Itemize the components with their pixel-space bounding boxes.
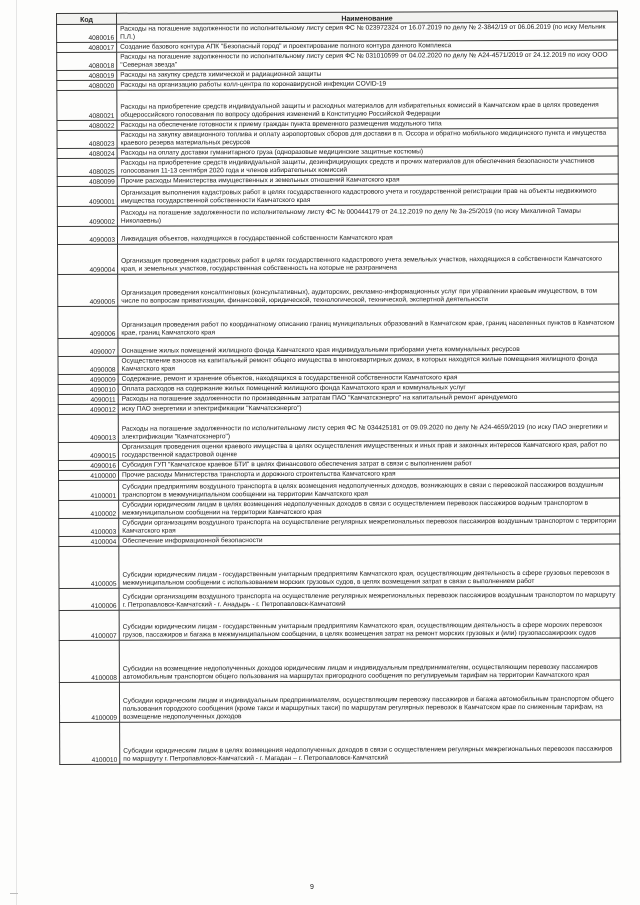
header-code: Код (57, 13, 117, 24)
row-code: 4100008 (59, 640, 119, 682)
row-code: 4090005 (58, 274, 118, 306)
row-name: Субсидии организациям воздушного транспорта на осуществление регулярных межрегиональных перевозок пассажиров воздушным транспортом по маршруту г. Петропавловск-Камчатский - г. Анадырь - г. Петропавловск-Камчатский (119, 586, 620, 610)
row-code: 4100004 (59, 536, 119, 546)
row-name: Расходы на закупку средств химической и радиационной защиты (117, 68, 618, 80)
table-row (59, 680, 620, 722)
table-row (58, 304, 619, 338)
row-name: Создание базового контура АПК "Безопасный город" и проектирование полного контура данного Комплекса (117, 40, 618, 52)
row-name: Расходы на оплату доставки гуманитарного груза (одноразовые медицинские защитные костюмы) (117, 146, 618, 158)
row-name: Содержание, ремонт и хранение объектов, находящихся в государственной собственности Камчатского края (118, 372, 619, 384)
table-row (59, 586, 620, 610)
row-code: 4090015 (58, 442, 118, 460)
row-code: 4100009 (59, 682, 119, 722)
table-row (57, 204, 618, 226)
row-code: 4080021 (57, 90, 117, 120)
row-name: Субсидии на возмещение недополученных доходов юридическим лицам и индивидуальным предпринимателям, осуществляющим перевозку пассажиров автомобильным транспортом общего пользования на маршрутах пригородного сообщения по регулируемым тарифам на территории Камчатского края (119, 638, 620, 682)
table-row (59, 478, 620, 500)
row-name: Расходы на погашение задолженности по произведенным затратам ПАО "Камчатскэнерго" на капитальный ремонт арендуемого (118, 392, 619, 404)
row-name: Обеспечение информационной безопасности (119, 534, 620, 546)
table-row (60, 720, 621, 764)
table-row (57, 88, 618, 120)
row-code: 4090013 (58, 414, 118, 442)
row-name: Субсидии юридическим лицам и индивидуальным предпринимателям, осуществляющим перевозку пассажиров и багажа автомобильным транспортом общего пользования городского сообщения (кроме такси и маршрутных такси) по маршрутам регулярных перевозок в Камчатском крае по сниженным тарифам, на возмещение недополученных доходов (119, 680, 620, 722)
row-name: Субсидии юридическим лицам в целях возмещения недополученных доходов в связи с осуществлением регулярных межрегиональных перевозок пассажиров по маршруту г. Петропавловск-Камчатский - г. Магадан – г. Петропавловск-Камчатский (120, 720, 621, 764)
row-code: 4090010 (58, 384, 118, 394)
row-name: Субсидии юридическим лицам - государственным унитарным предприятиям Камчатского края, осуществляющим деятельность в сфере грузовых перевозок в межмуниципальном сообщении с использованием морских грузовых судов, в целях возмещения затрат в связи с выполнением работ (119, 544, 620, 588)
row-name: Субсидии предприятиям воздушного транспорта в целях возмещения недополученных доходов, возникающих в связи с перевозкой пассажиров воздушным транспортом в межмуниципальном сообщении на территории Камчатского края (119, 478, 620, 500)
row-name: Организация проведения работ по координатному описанию границ муниципальных образований в Камчатском крае, границ населенных пунктов в Камчатском крае, границ Камчатского края (118, 304, 619, 338)
row-name: Расходы на приобретение средств индивидуальной защиты и расходных материалов для избирательных комиссий в Камчатском крае в целях проведения общероссийского голосования по вопросу одобрения изменений в Конституцию Российской Федерации (117, 88, 618, 120)
row-code: 4090001 (57, 186, 117, 206)
row-name: Организация проведения оценки краевого имущества в целях осуществления имущественных и иных прав и законных интересов Камчатского края, работ по государственной кадастровой оценке (118, 440, 619, 460)
row-code: 4100007 (59, 610, 119, 640)
scan-mark (10, 893, 18, 894)
table-row (59, 638, 620, 682)
row-name: Расходы на закупку авиационного топлива и оплату аэропортовых сборов для доставки в п. Оссора и обратно мобильного медицинского пункта и имущества краевого резерва материальных ресурсов (117, 128, 618, 148)
row-name: Прочие расходы Министерства транспорта и дорожного строительства Камчатского края (118, 468, 619, 480)
row-name: Субсидии организациям воздушного транспорта на осуществление регулярных межрегиональных перевозок пассажиров воздушным транспортом с территории Камчатского края (119, 516, 620, 536)
row-code: 4090016 (58, 460, 118, 470)
row-name: Расходы на погашение задолженности по исполнительному листу серия ФС № 031010599 от 04.02.2020 по делу № А24-4571/2019 от 24.12.2019 по иску ООО "Северная звезда" (117, 50, 618, 70)
row-name: иску ПАО энергетики и электрификации "Камчатскэнерго") (118, 402, 619, 414)
row-name: Осуществление взносов на капитальный ремонт общего имущества в многоквартирных домах, в которых находятся жилые помещения жилищного фонда Камчатского края (118, 354, 619, 374)
row-name: Расходы на обеспечение готовности к приему граждан пункта временного размещения модульного типа (117, 118, 618, 130)
table-row (58, 272, 619, 306)
row-code: 4080020 (57, 80, 117, 90)
page-number: 9 (310, 884, 314, 891)
table-row (59, 608, 620, 640)
row-code: 4080016 (57, 24, 117, 42)
row-name: Прочие расходы Министерства имущественных и земельных отношений Камчатского края (117, 174, 618, 186)
table-row (59, 544, 620, 588)
row-code: 4090012 (58, 404, 118, 414)
row-code: 4090003 (57, 226, 117, 244)
row-name: Оснащение жилых помещений жилищного фонда Камчатского края индивидуальными приборами учета коммунальных ресурсов (118, 336, 619, 356)
row-name: Расходы на погашение задолженности по исполнительному листу ФС № 000444179 от 24.12.2019 по делу № 3а-25/2019 (по иску Михалиной Тамары Николаевны) (117, 204, 618, 226)
row-name: Оплата расходов на содержание жилых помещений жилищного фонда Камчатского края и коммунальных услуг (118, 382, 619, 394)
row-name: Расходы на погашение задолженности по исполнительному листу серия ФС № 034425181 от 09.09.2020 по делу № А24-4659/2019 (по иску ПАО энергетики и электрификации "Камчатскэнерго") (118, 412, 619, 442)
row-name: Организация проведения консалтинговых (консультативных), аудиторских, рекламно-информационных услуг при управлении краевым имуществом, в том числе по вопросам приватизации, финансовой, юридической, технологической, технической, экспертной деятельности (118, 272, 619, 306)
row-code: 4080099 (57, 176, 117, 186)
row-code: 4090008 (58, 356, 118, 374)
budget-codes-table (56, 11, 621, 765)
row-name: Расходы на погашение задолженности по исполнительному листу серия ФС № 023972324 от 16.07.2019 по делу № 2-3842/19 от 06.06.2019 (по иску Мельник П.Л.) (117, 22, 618, 42)
row-code: 4090002 (57, 206, 117, 226)
table-row (58, 242, 619, 274)
table-row (58, 412, 619, 442)
row-name: Организация выполнения кадастровых работ в целях государственного кадастрового учета и государственной регистрации прав на объекты недвижимого имущества государственной собственности Камчатского края (117, 184, 618, 206)
row-code: 4100006 (59, 588, 119, 610)
row-name: Расходы на организацию работы колл-центра по коронавирусной инфекции COVID-19 (117, 78, 618, 90)
row-code: 4100000 (58, 470, 118, 480)
scan-edge-line (16, 0, 17, 905)
row-code: 4080022 (57, 120, 117, 130)
row-code: 4100003 (59, 518, 119, 536)
table-row (57, 184, 618, 206)
row-code: 4100005 (59, 546, 119, 588)
table-body (57, 22, 621, 764)
row-name: Организация проведения кадастровых работ в целях государственного кадастрового учета земельных участков, находящихся в собственности Камчатского края, и земельных участков, государственная собственность на которые не разграничена (118, 242, 619, 274)
row-code: 4090007 (58, 338, 118, 356)
row-code: 4080019 (57, 70, 117, 80)
row-code: 4090004 (58, 244, 118, 274)
row-code: 4090009 (58, 374, 118, 384)
row-name: Субсидии юридическим лицам в целях возмещения недополученных доходов в связи с осуществлением перевозок пассажиров водным транспортом в межмуниципальном сообщении на территории Камчатского края (119, 498, 620, 518)
row-code: 4100002 (59, 500, 119, 518)
row-code: 4080024 (57, 148, 117, 158)
row-code: 4080017 (57, 42, 117, 52)
row-name: Субсидия ГУП "Камчатское краевое БТИ" в целях финансового обеспечения затрат в связи с выполнением работ (118, 458, 619, 470)
row-name: Расходы на приобретение средств индивидуальной защиты, дезинфицирующих средств и прочих материалов для обеспечения безопасности участников голосования 11-13 сентября 2020 года и членов избирательных комиссий (117, 156, 618, 176)
row-code: 4090006 (58, 306, 118, 338)
row-code: 4080018 (57, 52, 117, 70)
row-code: 4090011 (58, 394, 118, 404)
row-code: 4080023 (57, 130, 117, 148)
row-code: 4100010 (60, 722, 120, 764)
row-name: Субсидии юридическим лицам - государственным унитарным предприятиям Камчатского края, осуществляющим деятельность в сфере морских перевозок грузов, пассажиров и багажа в межмуниципальном сообщении, в целях возмещения затрат на ремонт морских грузовых и (или) грузопассажирских судов (119, 608, 620, 640)
row-name: Ликвидация объектов, находящихся в государственной собственности Камчатского края (117, 224, 618, 244)
row-code: 4080025 (57, 158, 117, 176)
header-name: Наименование (117, 11, 618, 24)
row-code: 4100001 (59, 480, 119, 500)
